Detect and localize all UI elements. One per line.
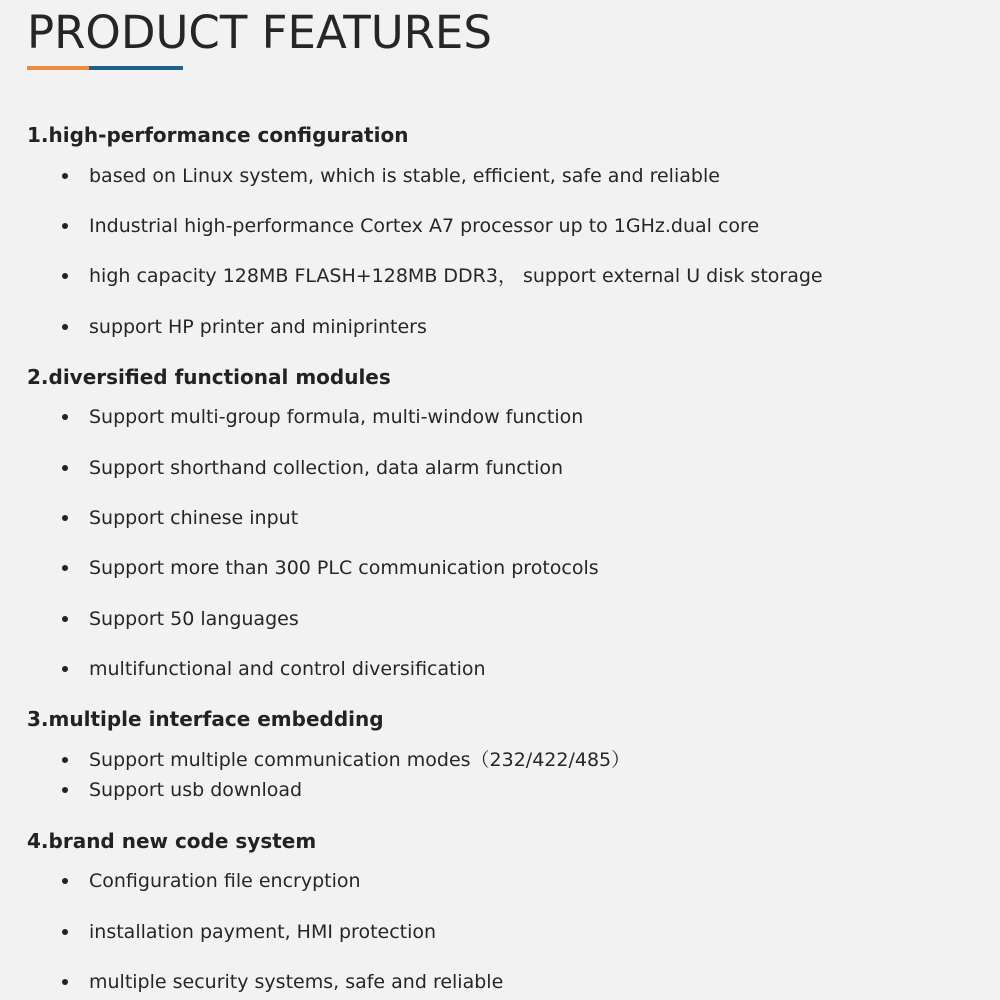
list-item (62, 606, 299, 632)
bullet-icon (62, 929, 68, 935)
bullet-icon (62, 979, 68, 985)
list-item-text: multifunctional and control diversification (89, 658, 486, 680)
bullet-icon (62, 173, 68, 179)
list-item (62, 314, 427, 340)
bullet-icon (62, 273, 68, 279)
list-item (62, 163, 720, 189)
title-underline-blue (89, 66, 183, 70)
list-item (62, 505, 298, 531)
list-item (62, 747, 630, 773)
list-item-text: Industrial high-performance Cortex A7 processor up to 1GHz.dual core (89, 215, 760, 237)
list-item-text: Support 50 languages (89, 608, 299, 630)
page-title: PRODUCT FEATURES (27, 6, 492, 59)
section-heading-modules: 2.diversified functional modules (27, 365, 391, 389)
bullet-icon (62, 515, 68, 521)
title-underline-orange (27, 66, 89, 70)
list-item-text: Support chinese input (89, 507, 299, 529)
list-item-text: Support shorthand collection, data alarm function (89, 457, 564, 479)
section-heading-performance: 1.high-performance configuration (27, 123, 409, 147)
list-item-text: installation payment, HMI protection (89, 921, 437, 943)
list-item (62, 969, 503, 995)
list-item (62, 656, 486, 682)
bullet-icon (62, 223, 68, 229)
section-heading-code-system: 4.brand new code system (27, 829, 317, 853)
bullet-icon (62, 787, 68, 793)
bullet-icon (62, 757, 68, 763)
bullet-icon (62, 616, 68, 622)
list-item (62, 263, 823, 289)
list-item (62, 213, 759, 239)
title-underline (27, 66, 183, 70)
bullet-icon (62, 878, 68, 884)
list-item (62, 555, 599, 581)
list-item-text: Configuration file encryption (89, 870, 361, 892)
bullet-icon (62, 465, 68, 471)
list-item-text: Support usb download (89, 779, 303, 801)
list-item-text: support HP printer and miniprinters (89, 316, 427, 338)
bullet-icon (62, 414, 68, 420)
list-item (62, 919, 436, 945)
list-item-text: based on Linux system, which is stable, efficient, safe and reliable (89, 165, 720, 187)
bullet-icon (62, 565, 68, 571)
list-item (62, 404, 583, 430)
list-item (62, 868, 361, 894)
list-item-text: Support more than 300 PLC communication protocols (89, 557, 599, 579)
list-item (62, 455, 563, 481)
list-item-text: Support multiple communication modes（232/422/485） (89, 749, 631, 771)
section-heading-interfaces: 3.multiple interface embedding (27, 707, 384, 731)
list-item-text: high capacity 128MB FLASH+128MB DDR3， support external U disk storage (89, 265, 823, 287)
bullet-icon (62, 324, 68, 330)
list-item-text: multiple security systems, safe and reliable (89, 971, 504, 993)
bullet-icon (62, 666, 68, 672)
list-item (62, 777, 302, 803)
list-item-text: Support multi-group formula, multi-window function (89, 406, 584, 428)
